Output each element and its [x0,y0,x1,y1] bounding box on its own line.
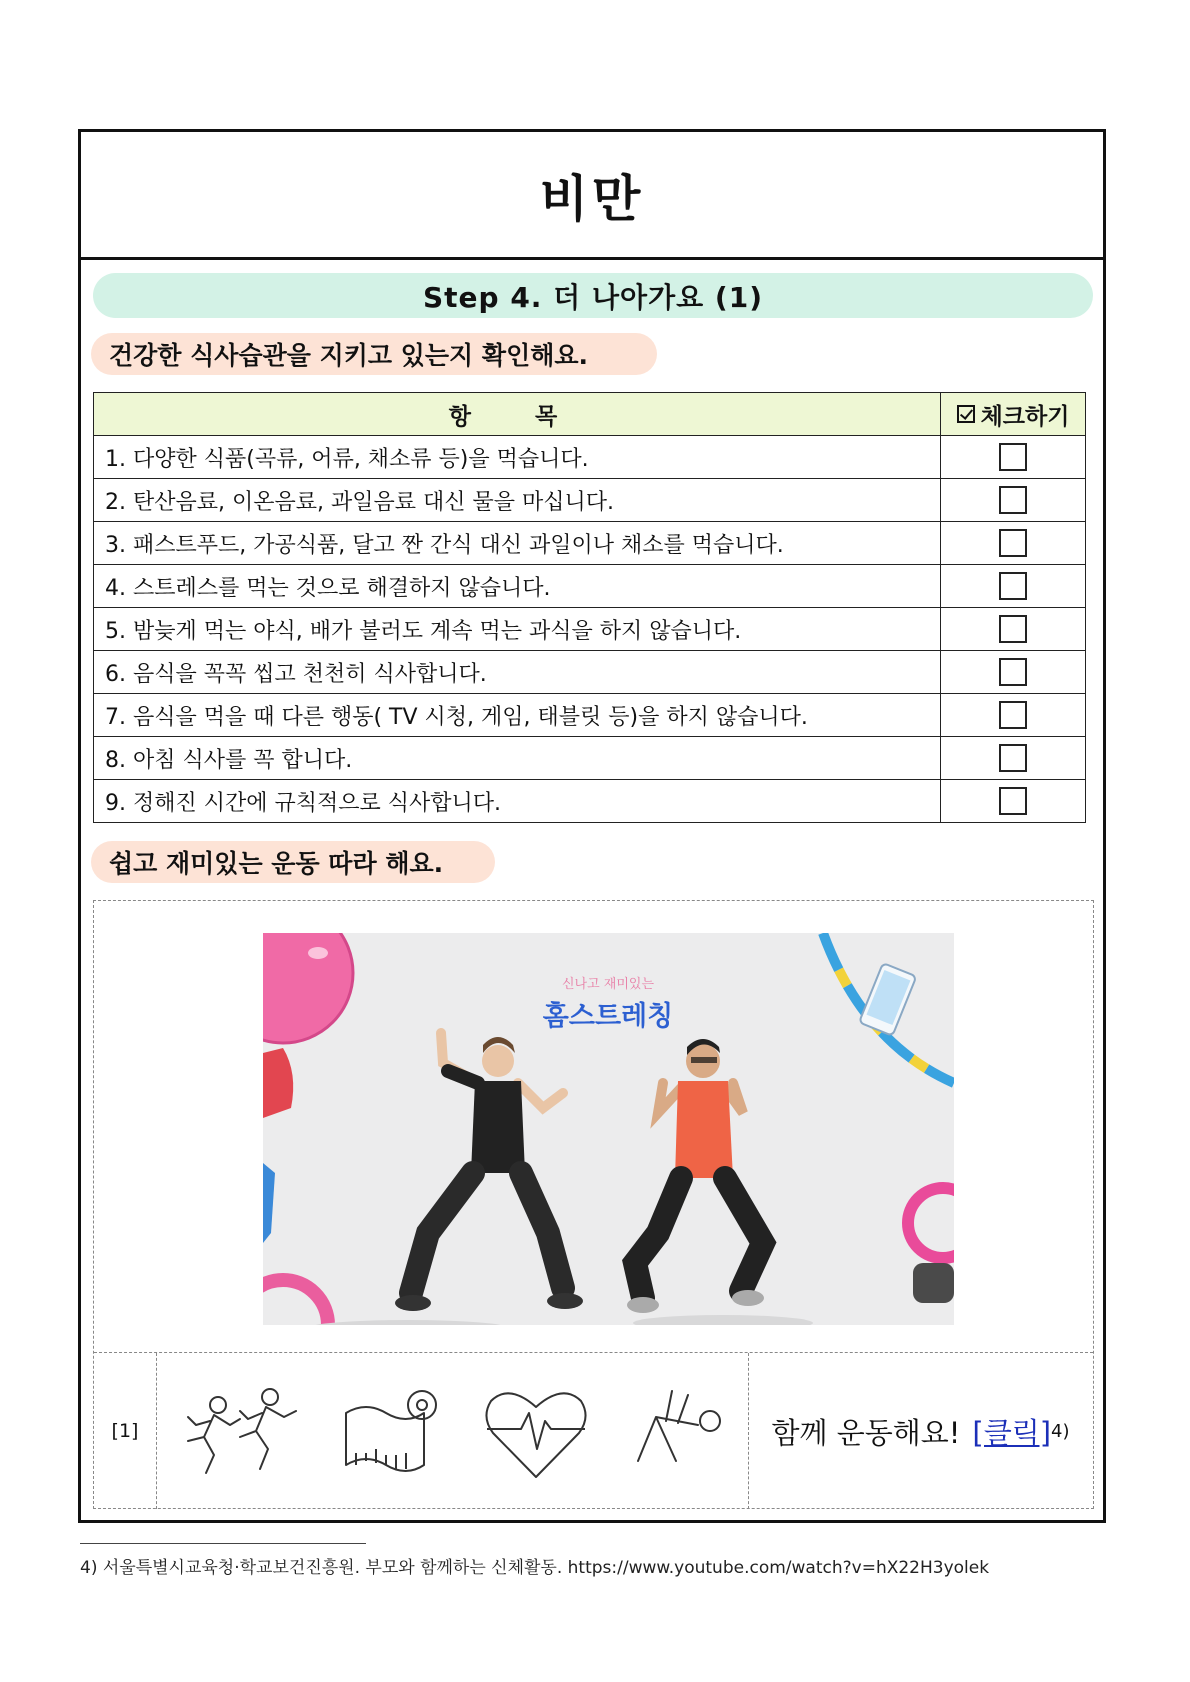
checklist-item: 4. 스트레스를 먹는 것으로 해결하지 않습니다. [94,565,941,608]
table-row [94,694,1086,737]
checklist-item: 6. 음식을 꼭꼭 씹고 천천히 식사합니다. [94,651,941,694]
table-header-row [94,393,1086,436]
checklist-item: 9. 정해진 시간에 규칙적으로 식사합니다. [94,780,941,823]
header-check-label: 체크하기 [980,403,1070,430]
checkbox[interactable] [999,572,1027,600]
exercise-link-row [94,1352,1093,1509]
section-heading-eating-text: 건강한 식사습관을 지키고 있는지 확인해요. [109,341,589,370]
checkbox[interactable] [999,701,1027,729]
table-row [94,651,1086,694]
footnote-divider [80,1543,366,1544]
exercise-video-thumbnail[interactable] [263,933,954,1325]
checklist-item: 2. 탄산음료, 이온음료, 과일음료 대신 물을 마십니다. [94,479,941,522]
checklist-table [93,392,1086,823]
measuring-tape-icon [336,1383,446,1483]
running-people-icon [174,1381,309,1481]
table-row [94,479,1086,522]
stretching-person-icon [616,1381,726,1481]
footnote-ref: 4) [1051,1420,1070,1442]
step-banner-text: Step 4. 더 나아가요 (1) [422,280,763,314]
click-link[interactable]: [클릭] [972,1415,1052,1450]
footnote: 4) 서울특별시교육청·학교보건진흥원. 부모와 함께하는 신체활동. https://www.youtube.com/watch?v=hX22H3yolek [80,1558,990,1578]
table-row [94,737,1086,780]
table-row [94,608,1086,651]
title-box [81,132,1103,260]
table-row [94,780,1086,823]
page-title: 비만 [539,169,645,228]
checkbox[interactable] [999,486,1027,514]
checklist-item: 5. 밤늦게 먹는 야식, 배가 불러도 계속 먹는 과식을 하지 않습니다. [94,608,941,651]
checkbox[interactable] [999,787,1027,815]
exercise-area [93,900,1094,1509]
exercise-icons [156,1353,749,1509]
checkbox[interactable] [999,744,1027,772]
checkbox[interactable] [999,443,1027,471]
checklist-item: 1. 다양한 식품(곡류, 어류, 채소류 등)을 먹습니다. [94,436,941,479]
video-title: 홈스트레칭 [542,1001,674,1032]
table-row [94,436,1086,479]
exercise-link-cell [748,1353,1093,1509]
heartbeat-icon [481,1377,591,1487]
header-item: 항 목 [94,393,941,436]
table-row [94,565,1086,608]
link-caption: 함께 운동해요! [771,1415,961,1450]
checkbox[interactable] [999,615,1027,643]
worksheet-frame [78,129,1106,1523]
checkbox[interactable] [999,658,1027,686]
checklist-item: 3. 패스트푸드, 가공식품, 달고 짠 간식 대신 과일이나 채소를 먹습니다. [94,522,941,565]
video-subtitle: 신나고 재미있는 [561,977,655,992]
reference-label: [1] [94,1353,157,1509]
checklist-item: 7. 음식을 먹을 때 다른 행동( TV 시청, 게임, 태블릿 등)을 하지 않습니다. [94,694,941,737]
checkbox[interactable] [999,529,1027,557]
header-check [941,393,1086,436]
step-banner [93,273,1093,318]
section-heading-exercise-text: 쉽고 재미있는 운동 따라 해요. [109,849,444,878]
section-heading-exercise [91,841,495,883]
checklist-item: 8. 아침 식사를 꼭 합니다. [94,737,941,780]
checkbox-checked-icon [957,405,975,423]
video-illustration [263,933,954,1325]
table-row [94,522,1086,565]
section-heading-eating [91,333,657,375]
